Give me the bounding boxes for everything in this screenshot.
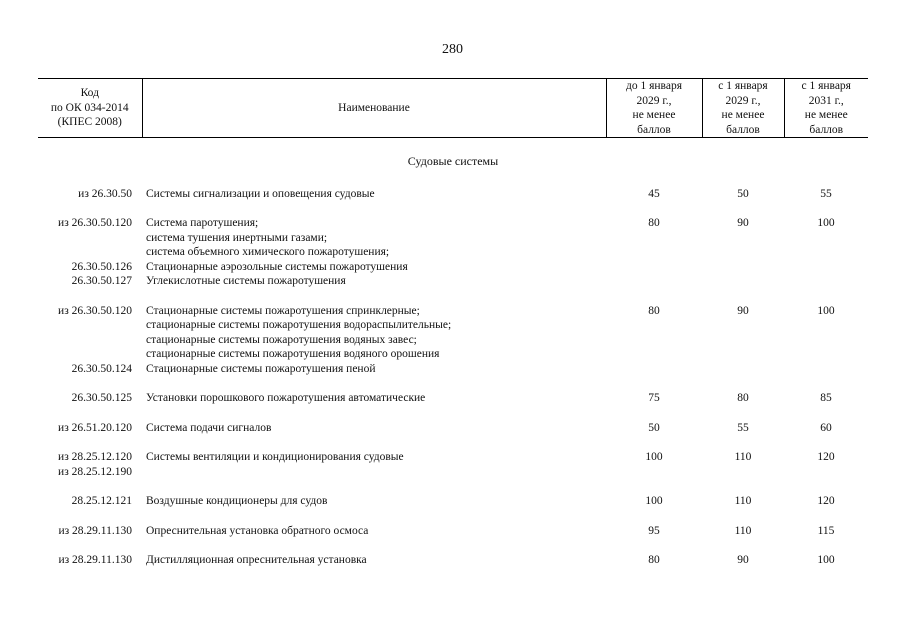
value-col2: 110 <box>734 451 752 463</box>
code-cell <box>38 304 142 377</box>
header-col3 <box>784 79 868 138</box>
table-row <box>38 553 868 568</box>
name-line: Стационарные аэрозольные системы пожаротушения <box>146 260 408 273</box>
row-spacer <box>38 406 868 421</box>
header-col3-line: с 1 января <box>801 80 851 92</box>
name-cell <box>142 391 606 406</box>
name-cell <box>142 494 606 509</box>
value-col1: 75 <box>648 392 660 404</box>
code-line: из 28.29.11.130 <box>58 554 132 566</box>
row-spacer <box>38 538 868 553</box>
code-line: из 28.25.12.190 <box>58 465 132 478</box>
code-line <box>38 318 132 333</box>
row-spacer-cell <box>38 406 868 421</box>
header-col3-line: баллов <box>809 123 844 136</box>
header-col1 <box>606 79 702 138</box>
table-row <box>38 524 868 539</box>
table-row <box>38 187 868 202</box>
value-col2: 50 <box>737 187 749 200</box>
name-line: Система паротушения; <box>146 217 259 229</box>
header-col2-line: с 1 января <box>718 80 768 92</box>
code-line: из 26.51.20.120 <box>58 421 132 434</box>
name-line: стационарные системы пожаротушения водяного орошения <box>146 348 440 360</box>
table-header-row <box>38 79 868 138</box>
row-spacer-cell <box>38 376 868 391</box>
value-col3: 60 <box>820 421 832 434</box>
value-col2: 55 <box>737 421 749 434</box>
header-col1-line: до 1 января <box>626 80 682 92</box>
header-col3-line: не менее <box>804 109 848 121</box>
header-col1-line: баллов <box>637 123 671 136</box>
value-col2: 80 <box>737 392 749 404</box>
value-col3: 55 <box>820 187 832 200</box>
row-spacer-cell <box>38 509 868 524</box>
code-line: из 28.29.11.130 <box>58 524 132 537</box>
row-spacer-cell <box>38 538 868 553</box>
header-code-line: Код <box>80 87 99 100</box>
value-col2: 90 <box>737 217 749 229</box>
row-spacer-cell <box>38 201 868 216</box>
header-name: Наименование <box>142 79 606 138</box>
name-line: Системы сигнализации и оповещения судовые <box>146 187 375 200</box>
code-line <box>38 347 132 362</box>
name-cell <box>142 304 606 377</box>
code-line: из 26.30.50 <box>78 187 132 200</box>
code-cell <box>38 450 142 479</box>
name-line: Стационарные системы пожаротушения пеной <box>146 362 376 375</box>
table-row <box>38 304 868 377</box>
code-cell <box>38 187 142 202</box>
code-cell <box>38 421 142 436</box>
name-line: Углекислотные системы пожаротушения <box>146 275 346 287</box>
name-line: Стационарные системы пожаротушения спринклерные; <box>146 304 420 317</box>
code-line: 26.30.50.126 <box>71 260 132 273</box>
value-col2: 90 <box>737 554 749 566</box>
code-line <box>38 231 132 246</box>
value-col1: 95 <box>648 524 660 537</box>
code-cell <box>38 216 142 289</box>
row-spacer-cell <box>38 479 868 494</box>
name-cell <box>142 421 606 436</box>
name-line: Воздушные кондиционеры для судов <box>146 495 328 507</box>
value-col3: 120 <box>817 451 835 463</box>
header-col3-line: 2031 г., <box>808 94 844 107</box>
value-col1: 80 <box>648 554 660 566</box>
value-col1: 80 <box>648 304 660 317</box>
header-col1-line: не менее <box>632 109 676 121</box>
row-spacer <box>38 201 868 216</box>
value-col1: 80 <box>648 217 660 229</box>
table-row <box>38 391 868 406</box>
code-line: из 26.30.50.120 <box>58 304 132 317</box>
row-spacer <box>38 509 868 524</box>
row-spacer-cell <box>38 289 868 304</box>
header-col1-line: 2029 г., <box>636 94 672 107</box>
name-line: система тушения инертными газами; <box>146 231 328 244</box>
code-cell <box>38 391 142 406</box>
code-line: 26.30.50.124 <box>71 362 132 375</box>
row-spacer <box>38 289 868 304</box>
header-col2 <box>702 79 784 138</box>
name-line: стационарные системы пожаротушения водяных завес; <box>146 333 417 346</box>
value-col3: 85 <box>820 392 832 404</box>
code-line <box>38 245 132 260</box>
code-cell <box>38 494 142 509</box>
name-cell <box>142 524 606 539</box>
value-col3: 100 <box>817 554 835 566</box>
value-col3: 115 <box>817 524 835 537</box>
value-col2: 110 <box>734 524 752 537</box>
row-spacer <box>38 435 868 450</box>
name-cell <box>142 216 606 289</box>
row-spacer <box>38 376 868 391</box>
code-line: 28.25.12.121 <box>71 495 132 507</box>
value-col3: 100 <box>817 304 835 317</box>
code-line: из 28.25.12.120 <box>58 451 132 463</box>
value-col2: 110 <box>734 495 752 507</box>
value-col1: 100 <box>645 495 663 507</box>
name-line: Опреснительная установка обратного осмоса <box>146 524 369 537</box>
header-col2-line: не менее <box>721 109 765 121</box>
value-col2: 90 <box>737 304 749 317</box>
header-code <box>38 79 142 138</box>
code-line: 26.30.50.127 <box>71 275 132 287</box>
page-number: 280 <box>442 42 463 57</box>
code-cell <box>38 524 142 539</box>
table-row <box>38 450 868 479</box>
table-row <box>38 421 868 436</box>
name-line: система объемного химического пожаротушения; <box>146 246 390 258</box>
name-cell <box>142 553 606 568</box>
table-row <box>38 494 868 509</box>
header-code-line: по ОК 034-2014 <box>50 101 129 114</box>
header-col2-line: баллов <box>726 123 760 136</box>
name-cell <box>142 450 606 479</box>
code-line: 26.30.50.125 <box>71 392 132 404</box>
row-spacer-cell <box>38 435 868 450</box>
name-line: стационарные системы пожаротушения водораспылительные; <box>146 319 452 331</box>
value-col3: 100 <box>817 217 835 229</box>
name-line: Системы вентиляции и кондиционирования судовые <box>146 451 404 463</box>
name-cell <box>142 187 606 202</box>
name-line: Система подачи сигналов <box>146 421 272 434</box>
name-line: Установки порошкового пожаротушения автоматические <box>146 392 426 404</box>
name-line: Дистилляционная опреснительная установка <box>146 554 367 566</box>
table-row <box>38 216 868 289</box>
code-cell <box>38 553 142 568</box>
header-code-line: (КПЕС 2008) <box>57 116 122 129</box>
code-line: из 26.30.50.120 <box>58 217 132 229</box>
row-spacer <box>38 479 868 494</box>
value-col1: 100 <box>645 451 663 463</box>
requirements-table <box>38 78 868 568</box>
value-col1: 50 <box>648 421 660 434</box>
section-title: Судовые системы <box>407 154 499 168</box>
value-col3: 120 <box>817 495 835 507</box>
code-line <box>38 333 132 348</box>
value-col1: 45 <box>648 187 660 200</box>
header-col2-line: 2029 г., <box>725 94 761 107</box>
section-row <box>38 138 868 187</box>
